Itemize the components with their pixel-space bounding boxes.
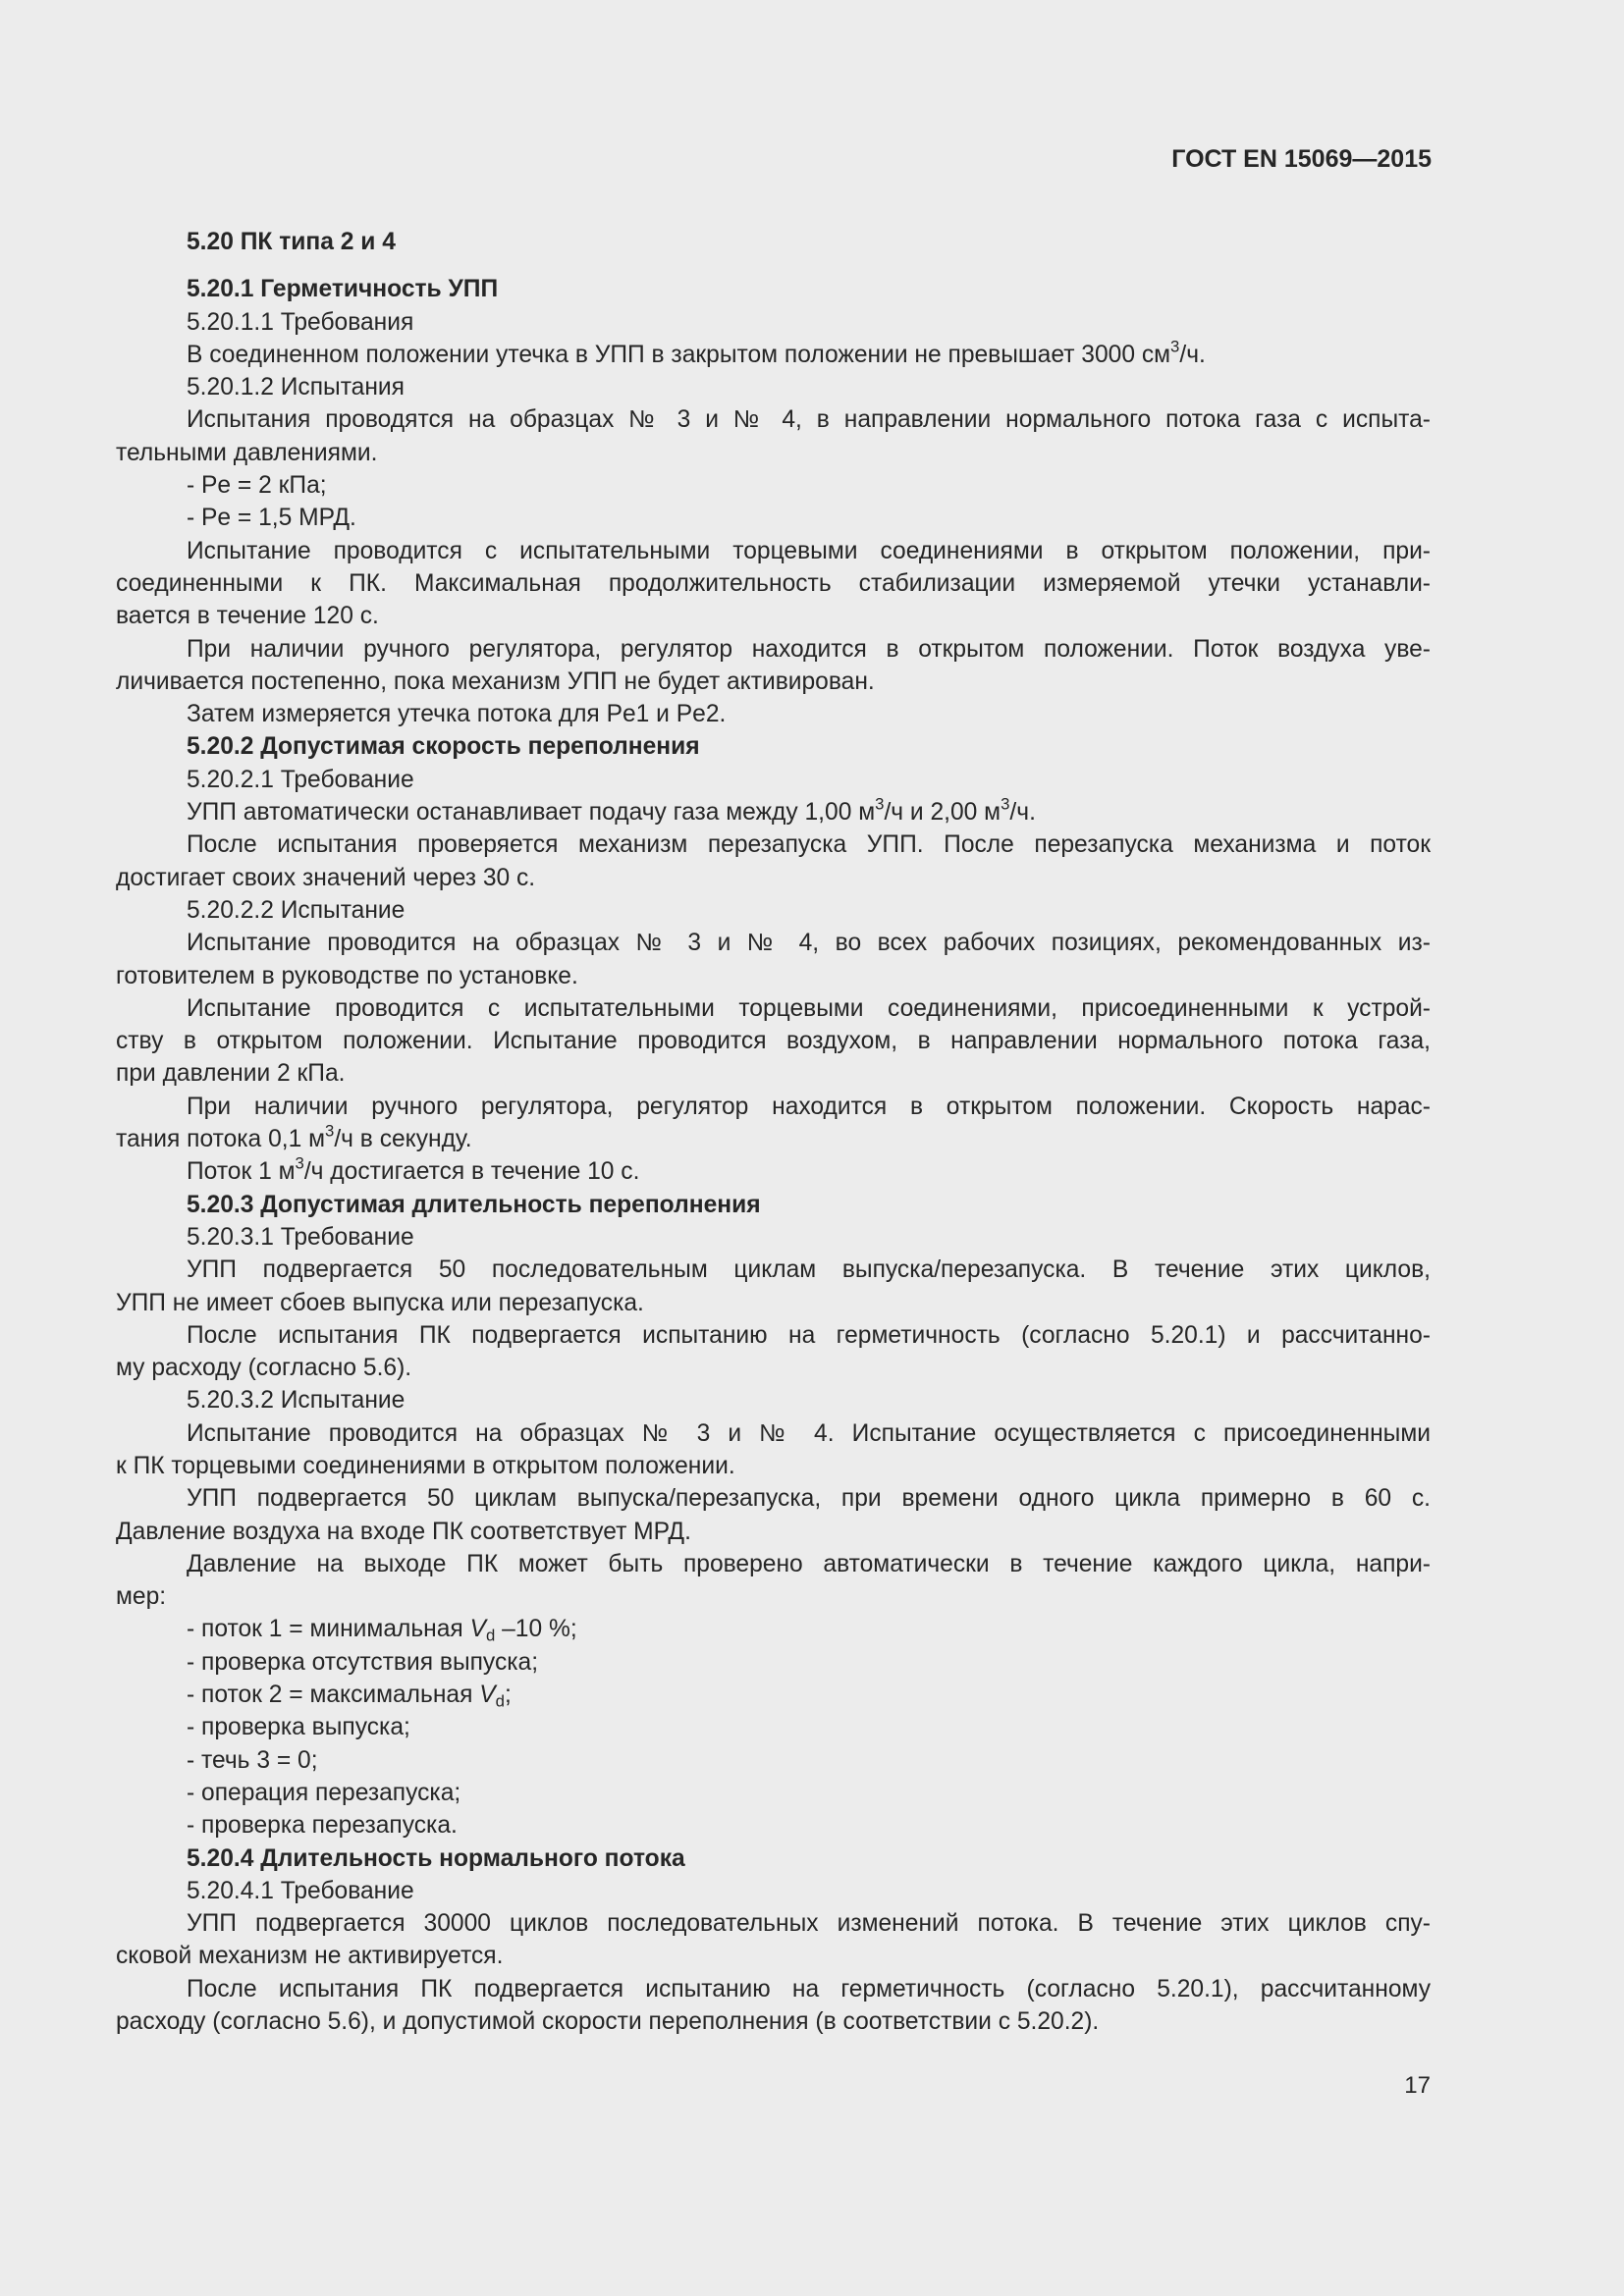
document-body: [116, 226, 1431, 2038]
subsection-5-20-3-2-heading: 5.20.3.2 Испытание: [187, 1387, 406, 1415]
paragraph-line: тельными давлениями.: [116, 439, 378, 466]
paragraph-line: При наличии ручного регулятора, регулятор находится в открытом положении. Поток воздуха уве-: [187, 635, 1431, 663]
paragraph-line: соединенными к ПК. Максимальная продолжительность стабилизации измеряемой утечки устанавли-: [116, 569, 1431, 597]
paragraph-line: сковой механизм не активируется.: [116, 1943, 504, 1970]
paragraph-line: Испытание проводится с испытательными торцевыми соединениями в открытом положении, при-: [187, 537, 1431, 564]
list-item: - проверка выпуска;: [187, 1714, 410, 1741]
section-5-20-1-heading: 5.20.1 Герметичность УПП: [187, 276, 499, 303]
paragraph-line: Испытание проводится на образцах № 3 и № 4. Испытание осуществляется с присоединенными: [187, 1419, 1431, 1447]
paragraph-line: достигает своих значений через 30 с.: [116, 864, 536, 891]
subsection-5-20-2-1-heading: 5.20.2.1 Требование: [187, 766, 414, 793]
paragraph: Затем измеряется утечка потока для Pe1 и Pe2.: [187, 701, 727, 728]
list-item: - проверка отсутствия выпуска;: [187, 1648, 539, 1676]
list-item: - проверка перезапуска.: [187, 1812, 458, 1840]
paragraph-line: УПП подвергается 30000 циклов последовательных изменений потока. В течение этих циклов спу-: [187, 1910, 1431, 1938]
paragraph-line: УПП подвергается 50 последовательным циклам выпуска/перезапуска. В течение этих циклов,: [187, 1256, 1431, 1284]
paragraph-line: расходу (согласно 5.6), и допустимой скорости переполнения (в соответствии с 5.20.2).: [116, 2008, 1100, 2036]
subsection-5-20-2-2-heading: 5.20.2.2 Испытание: [187, 896, 406, 924]
document-code: ГОСТ EN 15069—2015: [1171, 145, 1432, 173]
paragraph-line: Давление воздуха на входе ПК соответствует МРД.: [116, 1518, 691, 1545]
paragraph-line: После испытания ПК подвергается испытанию на герметичность (согласно 5.20.1), рассчитанному: [187, 1975, 1431, 2002]
page-number: 17: [1404, 2072, 1431, 2099]
paragraph: УПП автоматически останавливает подачу газа между 1,00 $м^3/ч$ и 2,00 $м^3/ч$.: [187, 794, 1036, 827]
paragraph-line: при давлении 2 кПа.: [116, 1060, 346, 1088]
paragraph-line: После испытания проверяется механизм перезапуска УПП. После перезапуска механизма и поток: [187, 831, 1431, 859]
paragraph-line: УПП не имеет сбоев выпуска или перезапуска.: [116, 1289, 644, 1316]
paragraph-line: УПП подвергается 50 циклам выпуска/перезапуска, при времени одного цикла примерно в 60 с.: [187, 1485, 1431, 1513]
subsection-5-20-1-2-heading: 5.20.1.2 Испытания: [187, 374, 405, 401]
paragraph-line: При наличии ручного регулятора, регулятор находится в открытом положении. Скорость нарас-: [187, 1093, 1431, 1120]
paragraph-line: готовителем в руководстве по установке.: [116, 962, 578, 989]
paragraph-line: мер:: [116, 1583, 167, 1611]
list-item: - Pe = 1,5 МРД.: [187, 505, 356, 532]
paragraph-line: тания потока 0,1 $м^3/ч$ в секунду.: [116, 1121, 472, 1153]
paragraph-line: Испытание проводится с испытательными торцевыми соединениями, присоединенными к устрой-: [187, 994, 1431, 1022]
subsection-5-20-4-1-heading: 5.20.4.1 Требование: [187, 1877, 414, 1904]
section-5-20-3-heading: 5.20.3 Допустимая длительность переполнения: [187, 1191, 761, 1218]
list-item: - поток 2 = максимальная $V_d$;: [187, 1682, 512, 1711]
section-5-20-2-heading: 5.20.2 Допустимая скорость переполнения: [187, 733, 700, 761]
paragraph-line: ству в открытом положении. Испытание проводится воздухом, в направлении нормального потока газа,: [116, 1028, 1431, 1055]
paragraph-line: вается в течение 120 с.: [116, 603, 379, 630]
list-item: - операция перезапуска;: [187, 1779, 461, 1806]
paragraph: Поток 1 $м^3/ч$ достигается в течение 10 с.: [187, 1153, 640, 1186]
paragraph-line: к ПК торцевыми соединениями в открытом положении.: [116, 1452, 735, 1479]
paragraph-line: му расходу (согласно 5.6).: [116, 1355, 412, 1382]
paragraph-line: Испытание проводится на образцах № 3 и № 4, во всех рабочих позициях, рекомендованных из-: [187, 930, 1431, 957]
paragraph-line: Давление на выходе ПК может быть проверено автоматически в течение каждого цикла, напри-: [187, 1550, 1431, 1577]
paragraph: В соединенном положении утечка в УПП в закрытом положении не превышает 3000 $см^3/ч$.: [187, 337, 1206, 368]
list-item: - поток 1 = минимальная $V_d$ –10 %;: [187, 1616, 577, 1646]
list-item: - течь 3 = 0;: [187, 1746, 318, 1774]
paragraph-line: Испытания проводятся на образцах № 3 и № 4, в направлении нормального потока газа с испыта-: [187, 406, 1431, 434]
section-5-20-heading: 5.20 ПК типа 2 и 4: [187, 229, 396, 255]
paragraph-line: После испытания ПК подвергается испытанию на герметичность (согласно 5.20.1) и рассчитанно-: [187, 1321, 1431, 1349]
list-item: - Pe = 2 кПа;: [187, 472, 327, 500]
subsection-5-20-3-1-heading: 5.20.3.1 Требование: [187, 1223, 414, 1251]
paragraph-line: личивается постепенно, пока механизм УПП не будет активирован.: [116, 667, 875, 695]
section-5-20-4-heading: 5.20.4 Длительность нормального потока: [187, 1844, 685, 1872]
subsection-5-20-1-1-heading: 5.20.1.1 Требования: [187, 308, 414, 336]
